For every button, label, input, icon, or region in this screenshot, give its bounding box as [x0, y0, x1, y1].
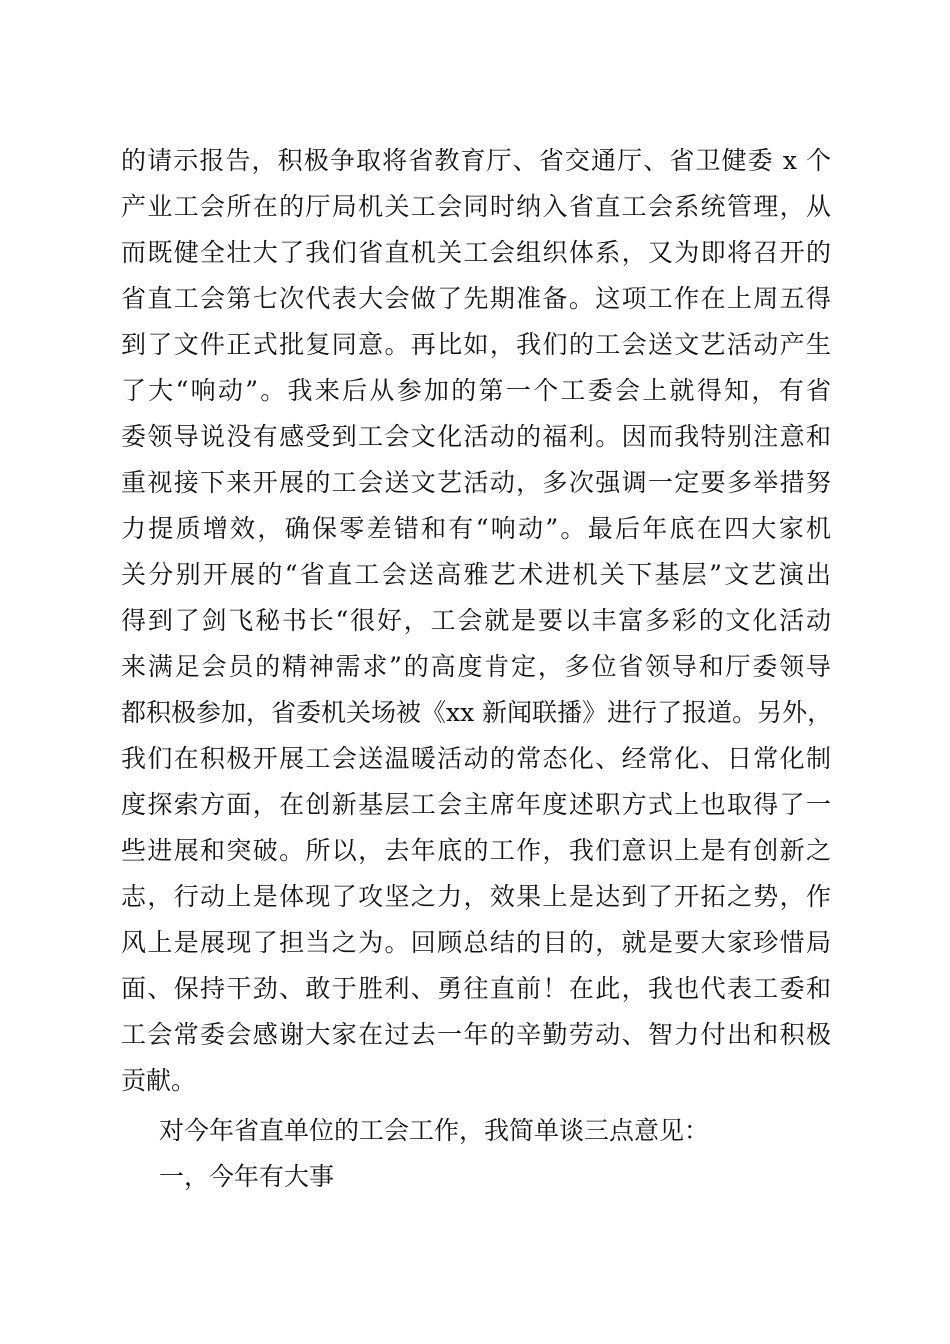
- body-text-line: 得到了剑飞秘书长“很好，工会就是要以丰富多彩的文化活动: [121, 606, 831, 635]
- body-text-line: 产业工会所在的厅局机关工会同时纳入省直工会系统管理，从: [121, 192, 831, 221]
- body-text-line: 面、保持干劲、敢于胜利、勇往直前！在此，我也代表工委和: [121, 974, 831, 1003]
- intro-paragraph: 对今年省直单位的工会工作，我简单谈三点意见：: [159, 1116, 710, 1145]
- body-text-line: 风上是展现了担当之为。回顾总结的目的，就是要大家珍惜局: [121, 928, 831, 957]
- body-text-line: 都积极参加，省委机关场被《xx 新闻联播》进行了报道。另外，: [121, 698, 833, 727]
- body-text-line: 些进展和突破。所以，去年底的工作，我们意识上是有创新之: [121, 836, 831, 865]
- body-text-line: 来满足会员的精神需求”的高度肯定，多位省领导和厅委领导: [121, 652, 831, 681]
- body-text-line: 工会常委会感谢大家在过去一年的辛勤劳动、智力付出和积极: [121, 1020, 831, 1049]
- body-text-line: 度探索方面，在创新基层工会主席年度述职方式上也取得了一: [121, 790, 831, 819]
- body-text-line: 了大“响动”。我来后从参加的第一个工委会上就得知，有省: [121, 376, 831, 405]
- body-text-line: 力提质增效，确保零差错和有“响动”。最后年底在四大家机: [121, 514, 831, 543]
- body-text-line: 省直工会第七次代表大会做了先期准备。这项工作在上周五得: [121, 284, 831, 313]
- section-heading: 一，今年有大事: [159, 1162, 335, 1191]
- body-text-line: 贡献。: [121, 1066, 197, 1095]
- body-text-line: 关分别开展的“省直工会送高雅艺术进机关下基层”文艺演出: [121, 560, 831, 589]
- body-text-line: 而既健全壮大了我们省直机关工会组织体系，又为即将召开的: [121, 238, 831, 267]
- body-text-line: 到了文件正式批复同意。再比如，我们的工会送文艺活动产生: [121, 330, 831, 359]
- body-text-line: 志，行动上是体现了攻坚之力，效果上是达到了开拓之势，作: [121, 882, 831, 911]
- body-text-line: 重视接下来开展的工会送文艺活动，多次强调一定要多举措努: [121, 468, 831, 497]
- body-text-line: 我们在积极开展工会送温暖活动的常态化、经常化、日常化制: [121, 744, 831, 773]
- body-text-line: 的请示报告，积极争取将省教育厅、省交通厅、省卫健委 x 个: [121, 146, 831, 175]
- body-text-line: 委领导说没有感受到工会文化活动的福利。因而我特别注意和: [121, 422, 831, 451]
